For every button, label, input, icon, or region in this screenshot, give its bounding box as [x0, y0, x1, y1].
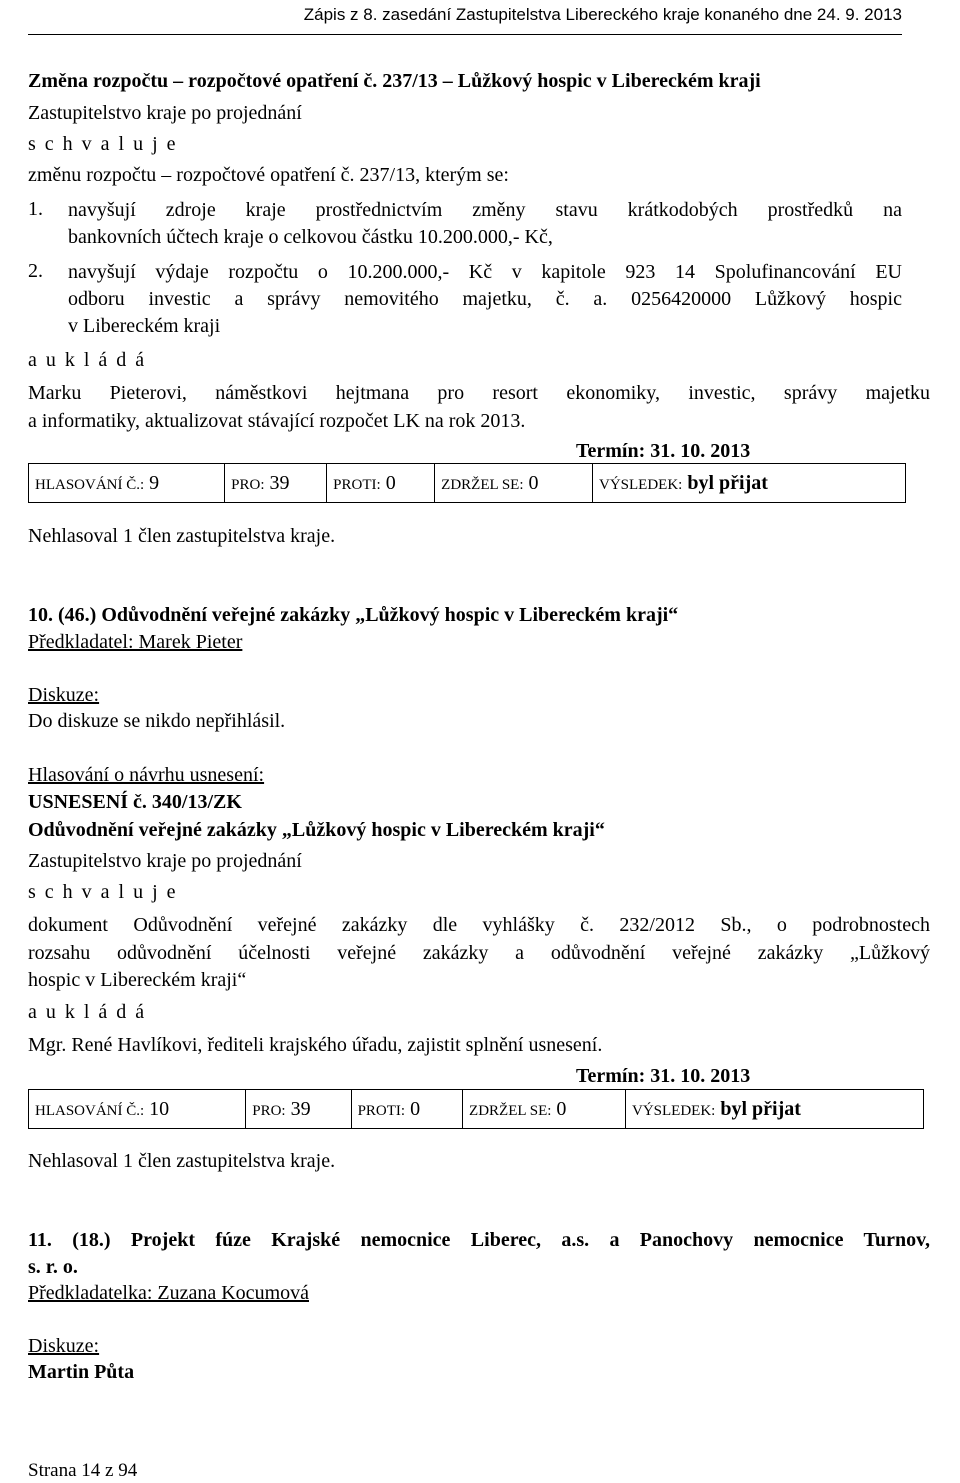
vote-result-label: VÝSLEDEK: — [599, 476, 683, 493]
vote-proti-label: PROTI: — [333, 476, 381, 493]
item2-vote-label: Hlasování o návrhu usnesení: — [28, 764, 265, 786]
item2-doc-line1: dokument Odůvodnění veřejné zakázky dle vyhlášky č. 232/2012 Sb., o podrobnostech — [28, 914, 930, 936]
item1-vote-number-cell — [29, 464, 225, 503]
item2-orders: a u k l á d á — [28, 1001, 147, 1023]
item2-vote-abstain-cell — [463, 1090, 626, 1129]
vote-proti-value: 0 — [410, 1097, 421, 1120]
item1-vote-pro-cell — [225, 464, 327, 503]
item2-presenter: Předkladatel: Marek Pieter — [28, 631, 243, 653]
vote-proti-value: 0 — [385, 471, 396, 494]
page-header: Zápis z 8. zasedání Zastupitelstva Libereckého kraje konaného dne 24. 9. 2013 — [28, 0, 902, 35]
item1-point2-number: 2. — [28, 260, 43, 282]
page-footer: Strana 14 z 94 — [28, 1460, 138, 1481]
item1-note: Nehlasoval 1 člen zastupitelstva kraje. — [28, 525, 336, 547]
item1-vote-table — [28, 463, 906, 503]
item2-intro: Zastupitelstvo kraje po projednání — [28, 850, 302, 872]
item1-task-line2: a informatiky, aktualizovat stávající rozpočet LK na rok 2013. — [28, 410, 526, 432]
vote-abstain-value: 0 — [528, 471, 539, 494]
vote-pro-label: PRO: — [231, 476, 265, 493]
item3-heading-line1: 11. (18.) Projekt fúze Krajské nemocnice Liberec, a.s. a Panochovy nemocnice Turnov, — [28, 1229, 930, 1251]
item2-approves: s c h v a l u j e — [28, 881, 178, 903]
item1-point2-line1: navyšují výdaje rozpočtu o 10.200.000,- Kč v kapitole 923 14 Spolufinancování EU — [68, 261, 902, 283]
item2-doc-line2: rozsahu odůvodnění účelnosti veřejné zakázky a odůvodnění veřejné zakázky „Lůžkový — [28, 942, 930, 964]
item1-intro: Zastupitelstvo kraje po projednání — [28, 102, 302, 124]
vote-result-value: byl přijat — [720, 1097, 801, 1120]
item1-vote-abstain-cell — [435, 464, 593, 503]
vote-number-label: HLASOVÁNÍ Č.: — [35, 476, 145, 493]
vote-number-value: 10 — [149, 1097, 170, 1120]
item3-heading-line2: s. r. o. — [28, 1256, 78, 1278]
item2-resolution-number: USNESENÍ č. 340/13/ZK — [28, 791, 242, 813]
vote-result-value: byl přijat — [687, 471, 768, 494]
vote-pro-value: 39 — [269, 471, 290, 494]
vote-number-value: 9 — [149, 471, 160, 494]
item1-change: změnu rozpočtu – rozpočtové opatření č. 237/13, kterým se: — [28, 164, 509, 186]
item1-point2-line3: v Libereckém kraji — [68, 315, 221, 337]
vote-pro-label: PRO: — [252, 1102, 286, 1119]
vote-proti-label: PROTI: — [357, 1102, 406, 1119]
item2-discussion-text: Do diskuze se nikdo nepřihlásil. — [28, 710, 286, 732]
vote-abstain-label: ZDRŽEL SE: — [469, 1102, 552, 1119]
item2-heading: 10. (46.) Odůvodnění veřejné zakázky „Lůžkový hospic v Libereckém kraji“ — [28, 604, 679, 626]
item2-vote-result-cell — [626, 1090, 924, 1129]
item3-discussion-label: Diskuze: — [28, 1335, 100, 1357]
item2-vote-pro-cell — [246, 1090, 351, 1129]
item3-speaker: Martin Půta — [28, 1361, 135, 1383]
item2-discussion-label: Diskuze: — [28, 684, 100, 706]
item1-task-line1: Marku Pieterovi, náměstkovi hejtmana pro resort ekonomiky, investic, správy majetku — [28, 382, 930, 404]
item3-presenter: Předkladatelka: Zuzana Kocumová — [28, 1282, 309, 1304]
vote-result-label: VÝSLEDEK: — [632, 1102, 716, 1119]
item2-note: Nehlasoval 1 člen zastupitelstva kraje. — [28, 1150, 336, 1172]
vote-abstain-label: ZDRŽEL SE: — [441, 476, 524, 493]
item1-point1-number: 1. — [28, 198, 43, 220]
item2-vote-table — [28, 1089, 924, 1129]
item2-vote-proti-cell — [351, 1090, 462, 1129]
item2-doc-line3: hospic v Libereckém kraji“ — [28, 969, 247, 991]
item1-vote-result-cell — [593, 464, 906, 503]
item1-approves: s c h v a l u j e — [28, 133, 178, 155]
item2-deadline: Termín: 31. 10. 2013 — [576, 1065, 751, 1087]
item2-resolution-title: Odůvodnění veřejné zakázky „Lůžkový hospic v Libereckém kraji“ — [28, 819, 605, 841]
vote-abstain-value: 0 — [556, 1097, 567, 1120]
item2-vote-number-cell — [29, 1090, 246, 1129]
item1-vote-proti-cell — [327, 464, 435, 503]
item1-point2-line2: odboru investic a správy nemovitého majetku, č. a. 0256420000 Lůžkový hospic — [68, 288, 902, 310]
vote-pro-value: 39 — [290, 1097, 311, 1120]
item2-task: Mgr. René Havlíkovi, řediteli krajského úřadu, zajistit splnění usnesení. — [28, 1034, 603, 1056]
item1-title: Změna rozpočtu – rozpočtové opatření č. 237/13 – Lůžkový hospic v Libereckém kraji — [28, 70, 761, 92]
vote-number-label: HLASOVÁNÍ Č.: — [35, 1102, 145, 1119]
item1-deadline: Termín: 31. 10. 2013 — [576, 440, 751, 462]
item1-point1-line1: navyšují zdroje kraje prostřednictvím změny stavu krátkodobých prostředků na — [68, 199, 902, 221]
item1-orders: a u k l á d á — [28, 349, 147, 371]
item1-point1-line2: bankovních účtech kraje o celkovou částku 10.200.000,- Kč, — [68, 226, 553, 248]
